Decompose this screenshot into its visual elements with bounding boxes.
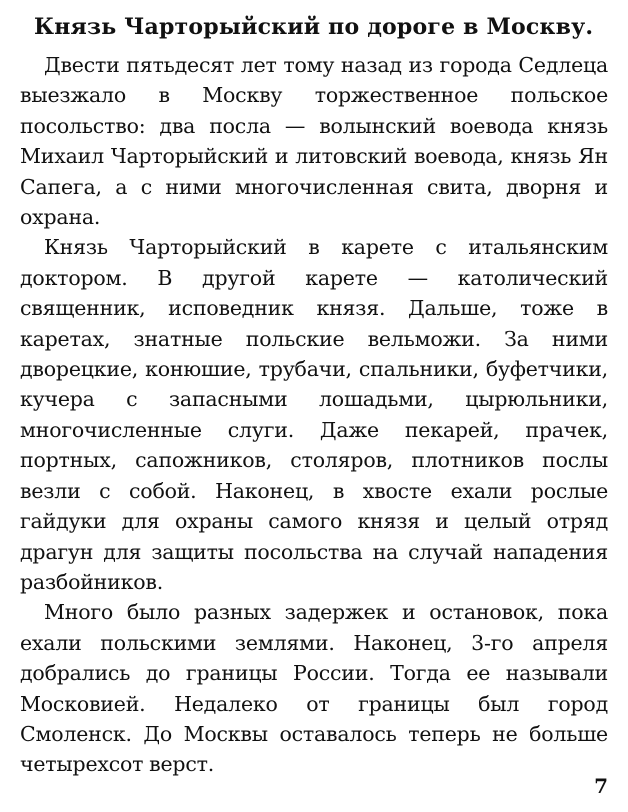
paragraph-1: Двести пятьдесят лет тому назад из города Седлеца выезжало в Москву торжественное польское посольство: два посла — волынский воевода князь Михаил Чарторыйский и литовский воевода, князь Ян Сапега, а с ними многочисленная свита, дворня и охрана. xyxy=(20,53,608,230)
page-number: 7 xyxy=(594,774,608,798)
paragraph-2: Князь Чарторыйский в карете с итальянским доктором. В другой карете — католический священник, исповедник князя. Дальше, тоже в каретах, знатные польские вельможи. За ними дворецкие, конюшие, трубачи, спальники, буфетчики, кучера с запасными лошадьми, цырюльники, многочисленные слуги. Даже пекарей, прачек, портных, сапожников, столяров, плотников послы везли с собой. Наконец, в хвосте ехали рослые гайдуки для охраны самого князя и целый отряд драгун для защиты посольства на случай нападения разбойников. xyxy=(20,235,608,594)
paragraph-3: Много было разных задержек и остановок, пока ехали польскими землями. Наконец, 3-го апреля добрались до границы России. Тогда ее называли Московией. Недалеко от границы был город Смоленск. До Москвы оставалось теперь не больше четырехсот верст. xyxy=(20,600,608,777)
chapter-title: Князь Чарторыйский по дороге в Москву. xyxy=(34,14,594,40)
